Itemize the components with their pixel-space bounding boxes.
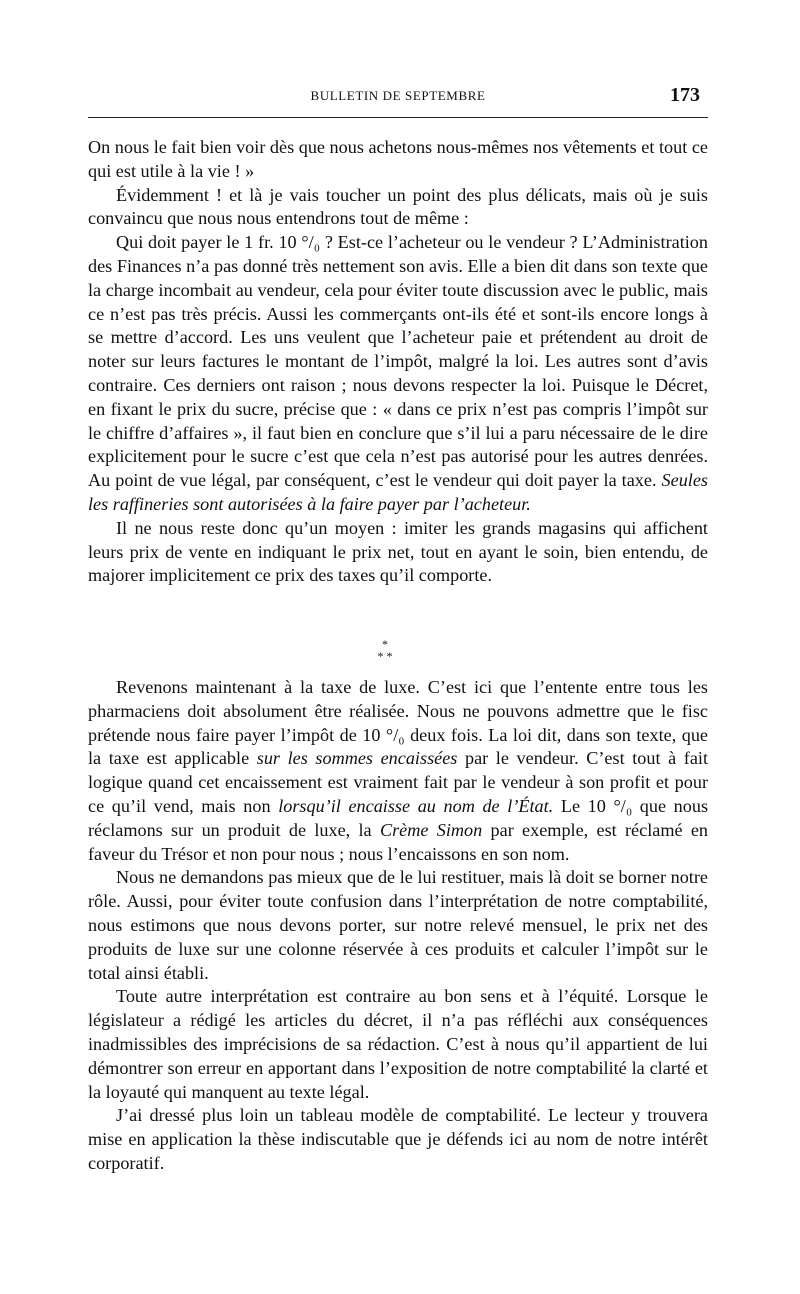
paragraph-text: Qui doit payer le 1 fr. 10 °/₀ ? Est-ce l’acheteur ou le vendeur ? L’Administration des Finances n’a pas donné très nettement son avis. Elle a bien dit dans son texte que la charge incombait au vendeur, cela pour éviter toute discussion avec le public, mais ce n’est pas très précis. Aussi les commerçants ont-ils été et sont-ils encore longs à se mettre d’accord. Les uns veulent que l’acheteur paie et prétendent au droit de noter sur leurs factures le montant de l’impôt, malgré la loi. Les autres sont d’avis contraire. Ces derniers ont raison ; nous devons respecter la loi. Puisque le Décret, en fixant le prix du sucre, précise que : « dans ce prix n’est pas compris l’impôt sur le chiffre d’affaires », il faut bien en conclure que s’il lui a paru nécessaire de le dire explicitement pour le sucre c’est que cela n’est pas autorisé pour les autres denrées. Au point de vue légal, par conséquent, c’est le vendeur qui doit payer la taxe. (88, 232, 708, 491)
paragraph: Évidemment ! et là je vais toucher un point des plus délicats, mais où je suis convaincu que nous nous entendrons tout de même : (88, 184, 708, 229)
paragraph-text: Le 10 °/₀ que nous réclamons sur un produit de luxe, la (88, 795, 709, 840)
paragraph: Toute autre interprétation est contraire au bon sens et à l’équité. Lorsque le législateur a rédigé les articles du décret, il n’a pas réfléchi aux conséquences inadmissibles des imprécisions de sa rédaction. C’est à nous qu’il appartient de lui démontrer son erreur en apportant dans l’exposition de notre comptabilité la clarté et la loyauté qui manquent au texte légal. (88, 986, 708, 1102)
page-number: 173 (670, 84, 700, 106)
paragraph: Il ne nous reste donc qu’un moyen : imiter les grands magasins qui affichent leurs prix de vente en indiquant le prix net, tout en ayant le soin, bien entendu, de majorer implicitement ce prix des taxes qu’il comporte. (88, 517, 708, 586)
paragraph: J’ai dressé plus loin un tableau modèle de comptabilité. Le lecteur y trouvera mise en application la thèse indiscutable que je défends ici au nom de notre intérêt corporatif. (88, 1105, 708, 1173)
paragraph (88, 231, 708, 517)
text-block-2 (88, 676, 708, 1176)
italic-phrase: Crème Simon (379, 819, 483, 840)
text-block-1 (88, 136, 708, 588)
italic-phrase: Seules les raffineries sont autorisées à la faire payer par l’acheteur. (88, 470, 708, 514)
asterism-bottom: * * (377, 649, 393, 663)
page-header (88, 84, 708, 110)
paragraph-text: par le vendeur. C’est tout à fait logique quand cet encaissement est vraiment fait par le vendeur à son profit et pour ce qu’il vend, mais non (88, 748, 709, 816)
paragraph-text: Revenons maintenant à la taxe de luxe. C’est ici que l’entente entre tous les pharmaciens doit absolument être réalisée. Nous ne pouvons admettre que le fisc prétende nous faire payer l’impôt de 10 °/₀ deux fois. La loi dit, dans son texte, que la taxe est applicable (88, 677, 708, 769)
paragraph (88, 676, 708, 866)
italic-phrase: lorsqu’il encaisse au nom de l’État. (278, 795, 554, 816)
running-title: BULLETIN DE SEPTEMBRE (310, 88, 486, 103)
paragraph: On nous le fait bien voir dès que nous achetons nous-mêmes nos vêtements et tout ce qui est utile à la vie ! » (88, 137, 708, 181)
paragraph: Nous ne demandons pas mieux que de le lui restituer, mais là doit se borner notre rôle. Aussi, pour éviter toute confusion dans l’interprétation de notre comptabilité, nous estimons que nous devons porter, sur notre relevé mensuel, le prix net des produits de luxe sur une colonne réservée à ces produits et calculer l’impôt sur le total ainsi établi. (88, 867, 708, 983)
asterism-top: * (382, 637, 388, 651)
paragraph-text: par exemple, est réclamé en faveur du Trésor et non pour nous ; nous l’encaissons en son nom. (88, 819, 709, 864)
header-rule (88, 117, 708, 118)
italic-phrase: sur les sommes encaissées (256, 748, 458, 769)
section-separator (360, 638, 410, 678)
